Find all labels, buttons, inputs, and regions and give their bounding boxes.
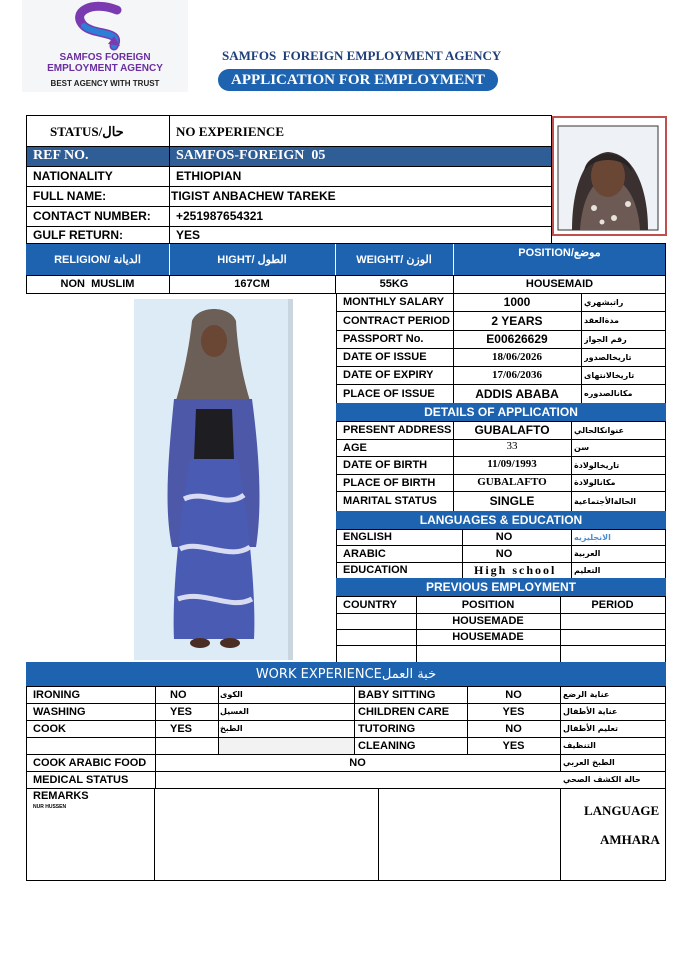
tutoring-value: NO xyxy=(505,722,522,735)
prev-country-header: COUNTRY xyxy=(343,598,397,611)
contact-value: +251987654321 xyxy=(176,209,264,223)
previous-title: PREVIOUS EMPLOYMENT xyxy=(336,578,666,596)
full-body-photo xyxy=(134,299,293,660)
status-value: NO EXPERIENCE xyxy=(176,124,284,139)
medical-ar: حالة الكشف الصحي xyxy=(563,775,641,784)
details-title: DETAILS OF APPLICATION xyxy=(336,403,666,421)
prev-row2-position: HOUSEMADE xyxy=(452,631,524,643)
baby-sitting-label: BABY SITTING xyxy=(358,688,436,701)
form-title: APPLICATION FOR EMPLOYMENT xyxy=(231,71,485,88)
washing-label: WASHING xyxy=(33,705,86,718)
pob-label: PLACE OF BIRTH xyxy=(343,476,436,489)
issue-place-label: PLACE OF ISSUE xyxy=(343,387,435,400)
salary-value: 1000 xyxy=(503,295,531,309)
children-care-value: YES xyxy=(502,705,525,718)
dob-value: 11/09/1993 xyxy=(487,458,537,470)
work-title-text: WORK EXPERIENCEخبة العمل xyxy=(255,666,437,682)
weight-value: 55KG xyxy=(379,278,409,290)
logo-line1: SAMFOS FOREIGN xyxy=(59,52,151,63)
baby-sitting-value: NO xyxy=(505,688,522,701)
passport-label: PASSPORT No. xyxy=(343,333,424,345)
children-care-label: CHILDREN CARE xyxy=(358,705,450,718)
cook-label: COOK xyxy=(33,722,66,735)
arabic-value: NO xyxy=(495,547,513,560)
salary-label: MONTHLY SALARY xyxy=(343,296,445,308)
arabic-food-ar: الطبخ العربي xyxy=(563,758,615,767)
cook-value: YES xyxy=(170,722,193,735)
ironing-label: IRONING xyxy=(33,688,81,701)
gulf-label: GULF RETURN: xyxy=(33,227,123,242)
issue-date-ar: تاريخالصدور xyxy=(584,352,632,362)
cleaning-value: YES xyxy=(502,739,525,752)
ironing-ar: الكوى xyxy=(220,690,243,699)
ref-value: SAMFOS-FOREIGN 05 xyxy=(176,148,326,163)
baby-sitting-ar: عناية الرضع xyxy=(563,690,610,699)
remarks-note: NUR HUSSEN xyxy=(33,804,67,810)
prev-period-header: PERIOD xyxy=(591,598,634,611)
marital-label: MARITAL STATUS xyxy=(343,495,437,507)
medical-label: MEDICAL STATUS xyxy=(33,773,129,786)
passport-value: E00626629 xyxy=(486,332,548,346)
age-ar: سن xyxy=(574,443,590,452)
prev-row1-position: HOUSEMADE xyxy=(452,615,524,627)
cook-ar: الطبخ xyxy=(220,724,243,733)
prev-row3-position xyxy=(416,645,560,662)
pob-ar: مكانالولادة xyxy=(574,478,616,487)
expiry-date-value: 17/06/2036 xyxy=(491,369,543,381)
ironing-value: NO xyxy=(170,688,187,701)
issue-place-ar: مكانالصدوره xyxy=(584,389,633,398)
pob-value: GUBALAFTO xyxy=(477,475,547,488)
contract-period-value: 2 YEARS xyxy=(491,313,543,328)
cleaning-ar: التنظيف xyxy=(563,741,596,750)
address-ar: عنوانكالحالي xyxy=(574,425,625,435)
remarks-label: REMARKS xyxy=(33,790,89,802)
children-care-ar: عناية الأطفال xyxy=(563,707,618,716)
arabic-food-value: NO xyxy=(349,756,366,769)
english-ar: الانجليزيه xyxy=(574,532,611,542)
religion-header: RELIGION/ الديانة xyxy=(54,254,141,266)
agency-logo xyxy=(22,0,188,92)
status-label: STATUS/حال xyxy=(50,124,124,139)
education-value: High school xyxy=(474,562,557,577)
full-body-photo-figure xyxy=(134,299,293,660)
arabic-label: ARABIC xyxy=(343,547,386,560)
expiry-date-label: DATE OF EXPIRY xyxy=(343,369,434,381)
washing-value: YES xyxy=(170,705,193,718)
arabic-food-label: COOK ARABIC FOOD xyxy=(33,756,147,769)
agency-title: SAMFOS FOREIGN EMPLOYMENT AGENCY xyxy=(222,48,502,63)
religion-value: NON MUSLIM xyxy=(60,278,135,290)
height-value: 167CM xyxy=(234,278,270,290)
passport-ar: رقم الجواز xyxy=(584,334,627,344)
passport-photo xyxy=(554,118,665,234)
english-label: ENGLISH xyxy=(343,531,392,543)
weight-header: WEIGHT/ الوزن xyxy=(356,254,432,266)
languages-title: LANGUAGES & EDUCATION xyxy=(336,511,666,529)
address-label: PRESENT ADDRESS xyxy=(343,424,452,436)
prev-position-header: POSITION xyxy=(461,598,515,611)
fullname-value: TIGIST ANBACHEW TAREKE xyxy=(171,189,336,203)
english-value: NO xyxy=(495,531,513,543)
age-value: 33 xyxy=(506,440,518,452)
tutoring-ar: تعليم الأطفال xyxy=(563,724,619,733)
nationality-value: ETHIOPIAN xyxy=(176,169,242,183)
tutoring-label: TUTORING xyxy=(358,722,416,735)
contract-period-ar: مدةالعقد xyxy=(584,316,619,325)
marital-ar: الحالةالأجتماعية xyxy=(574,496,637,506)
prev-row3-period xyxy=(560,645,665,662)
expiry-date-ar: تاريخالانتهاى xyxy=(584,370,635,380)
dob-ar: تاريخالولادة xyxy=(574,460,620,470)
ref-label: REF NO. xyxy=(33,148,89,163)
nationality-label: NATIONALITY xyxy=(33,169,113,183)
salary-ar: راتبشهري xyxy=(584,297,624,307)
marital-value: SINGLE xyxy=(489,494,535,508)
cleaning-label: CLEANING xyxy=(358,739,416,752)
empty-skill-ar xyxy=(220,737,347,754)
age-label: AGE xyxy=(343,441,367,454)
issue-date-value: 18/06/2026 xyxy=(491,351,543,363)
washing-ar: الغسيل xyxy=(220,707,249,716)
height-header: HIGHT/ الطول xyxy=(217,254,287,266)
form-title-banner xyxy=(218,69,498,91)
education-ar: التعليم xyxy=(574,565,601,575)
prev-row2-period xyxy=(560,629,665,645)
work-title xyxy=(26,662,666,686)
passport-photo-frame xyxy=(552,116,667,236)
language-value: AMHARA xyxy=(600,832,660,847)
language-label: LANGUAGE xyxy=(584,803,660,818)
arabic-ar: العربية xyxy=(574,549,601,558)
education-label: EDUCATION xyxy=(343,564,408,576)
fullname-label: FULL NAME: xyxy=(33,189,107,203)
prev-row1-period xyxy=(560,613,665,629)
contract-period-label: CONTRACT PERIOD xyxy=(343,314,450,327)
dob-label: DATE OF BIRTH xyxy=(343,459,428,471)
position-value: HOUSEMAID xyxy=(525,278,594,290)
issue-place-value: ADDIS ABABA xyxy=(475,386,559,401)
position-header: POSITION/موضع xyxy=(518,246,601,259)
issue-date-label: DATE OF ISSUE xyxy=(343,351,427,363)
address-value: GUBALAFTO xyxy=(474,423,550,437)
gulf-value: YES xyxy=(176,227,201,242)
logo-tagline: BEST AGENCY WITH TRUST xyxy=(50,79,160,88)
contact-label: CONTACT NUMBER: xyxy=(33,209,151,223)
logo-line2: EMPLOYMENT AGENCY xyxy=(47,63,163,74)
